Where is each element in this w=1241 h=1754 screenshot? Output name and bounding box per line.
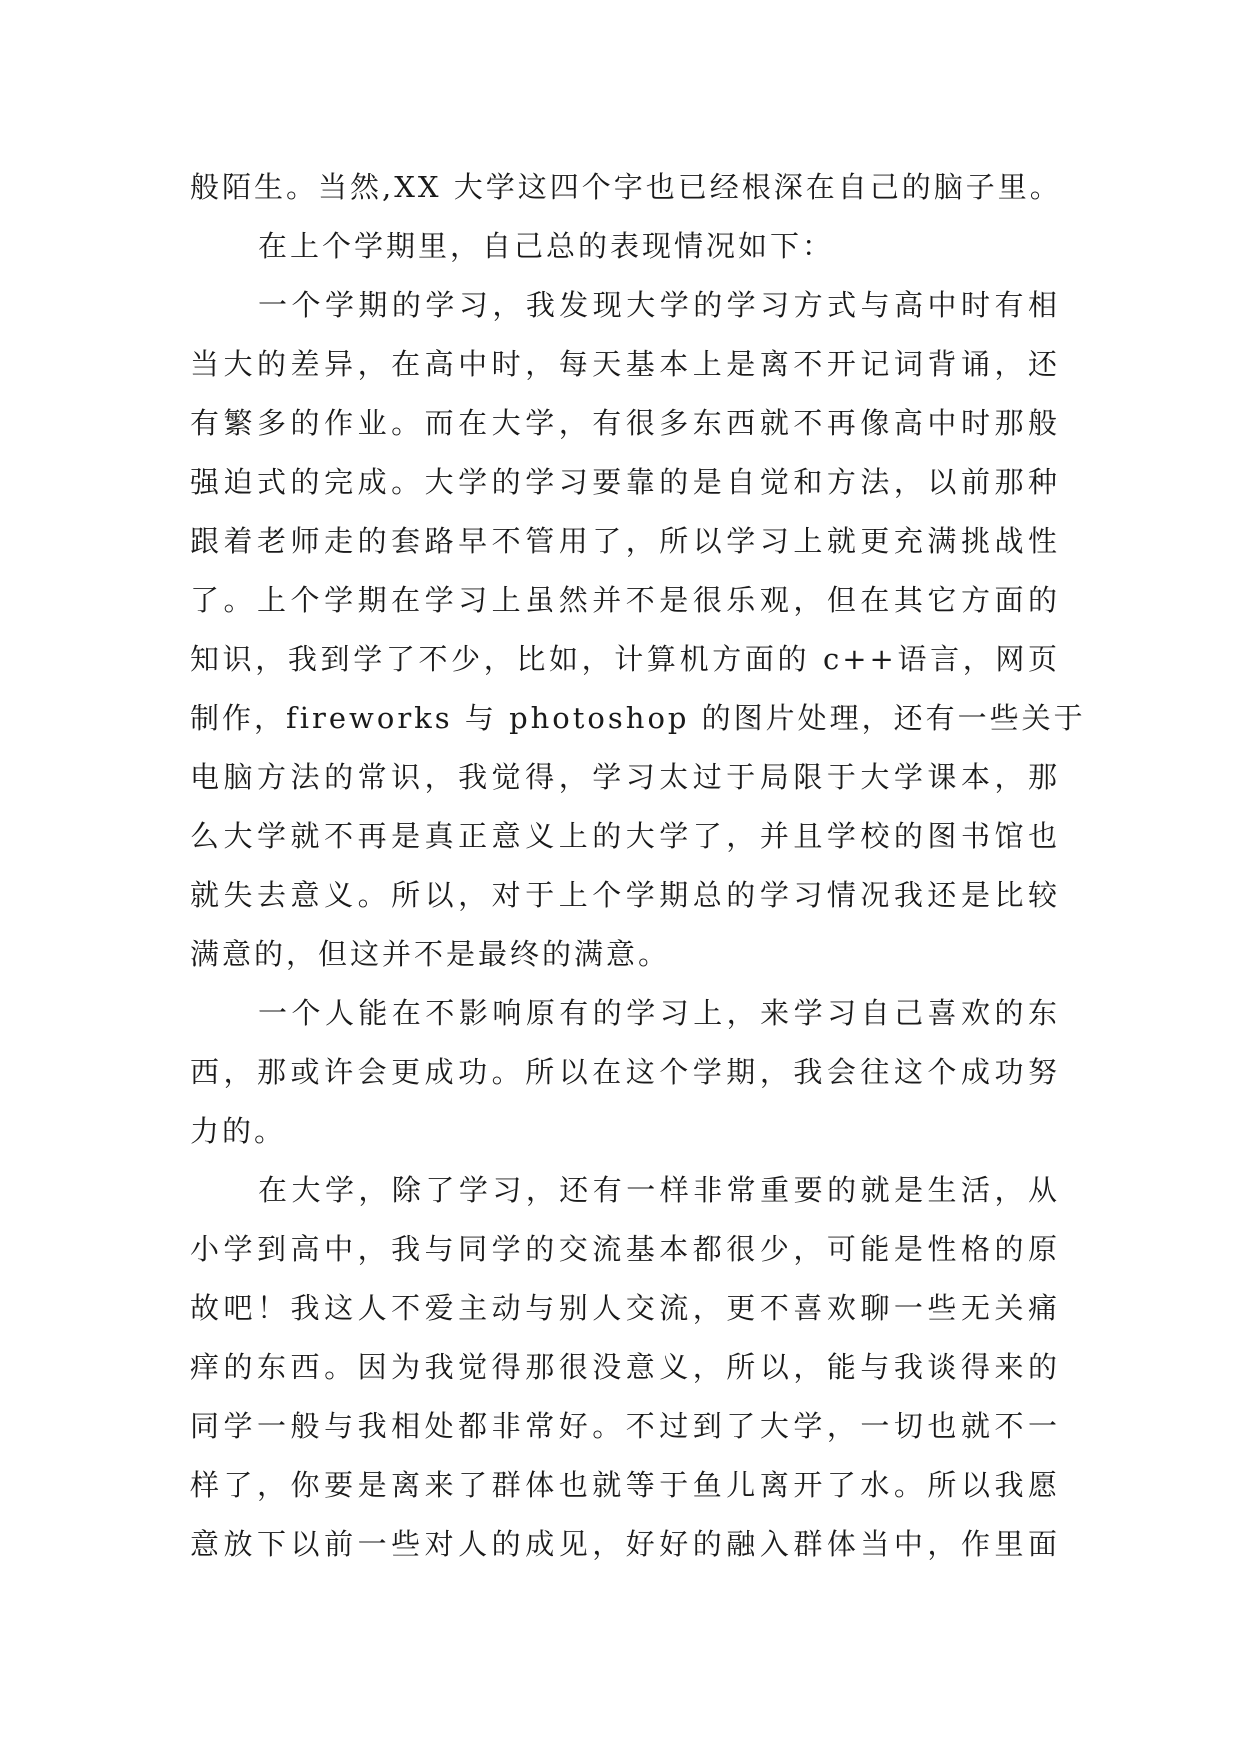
document-body [190, 158, 1086, 1574]
text-line: 痒的东西。因为我觉得那很没意义，所以，能与我谈得来的 [190, 1350, 1060, 1384]
text-line: 同学一般与我相处都非常好。不过到了大学，一切也就不一 [190, 1409, 1060, 1443]
text-line: 小学到高中，我与同学的交流基本都很少，可能是性格的原 [190, 1232, 1060, 1266]
text-line: 当大的差异，在高中时，每天基本上是离不开记词背诵，还 [190, 347, 1060, 381]
text-line: 电脑方法的常识，我觉得，学习太过于局限于大学课本，那 [190, 760, 1060, 794]
text-line: 一个学期的学习，我发现大学的学习方式与高中时有相 [258, 288, 1060, 322]
text-line: 跟着老师走的套路早不管用了，所以学习上就更充满挑战性 [190, 524, 1060, 558]
text-line: 一个人能在不影响原有的学习上，来学习自己喜欢的东 [258, 996, 1060, 1030]
text-line: 样了，你要是离来了群体也就等于鱼儿离开了水。所以我愿 [190, 1468, 1060, 1502]
text-line: 制作，fireworks 与 photoshop 的图片处理，还有一些关于 [190, 701, 1086, 735]
text-line: 在上个学期里，自己总的表现情况如下： [258, 229, 835, 263]
text-line: 在大学，除了学习，还有一样非常重要的就是生活，从 [258, 1173, 1060, 1207]
text-line: 么大学就不再是真正意义上的大学了，并且学校的图书馆也 [190, 819, 1060, 853]
text-line: 故吧！我这人不爱主动与别人交流，更不喜欢聊一些无关痛 [190, 1291, 1060, 1325]
text-line: 知识，我到学了不少，比如，计算机方面的 c++语言，网页 [190, 642, 1060, 676]
text-line: 了。上个学期在学习上虽然并不是很乐观，但在其它方面的 [190, 583, 1060, 617]
text-line: 满意的，但这并不是最终的满意。 [190, 937, 671, 971]
text-line: 强迫式的完成。大学的学习要靠的是自觉和方法，以前那种 [190, 465, 1060, 499]
text-line: 就失去意义。所以，对于上个学期总的学习情况我还是比较 [190, 878, 1060, 912]
text-line: 般陌生。当然,XX 大学这四个字也已经根深在自己的脑子里。 [190, 170, 1062, 204]
text-line: 力的。 [190, 1114, 287, 1148]
text-line: 西，那或许会更成功。所以在这个学期，我会往这个成功努 [190, 1055, 1060, 1089]
text-line: 有繁多的作业。而在大学，有很多东西就不再像高中时那般 [190, 406, 1060, 440]
text-line: 意放下以前一些对人的成见，好好的融入群体当中，作里面 [190, 1527, 1060, 1561]
